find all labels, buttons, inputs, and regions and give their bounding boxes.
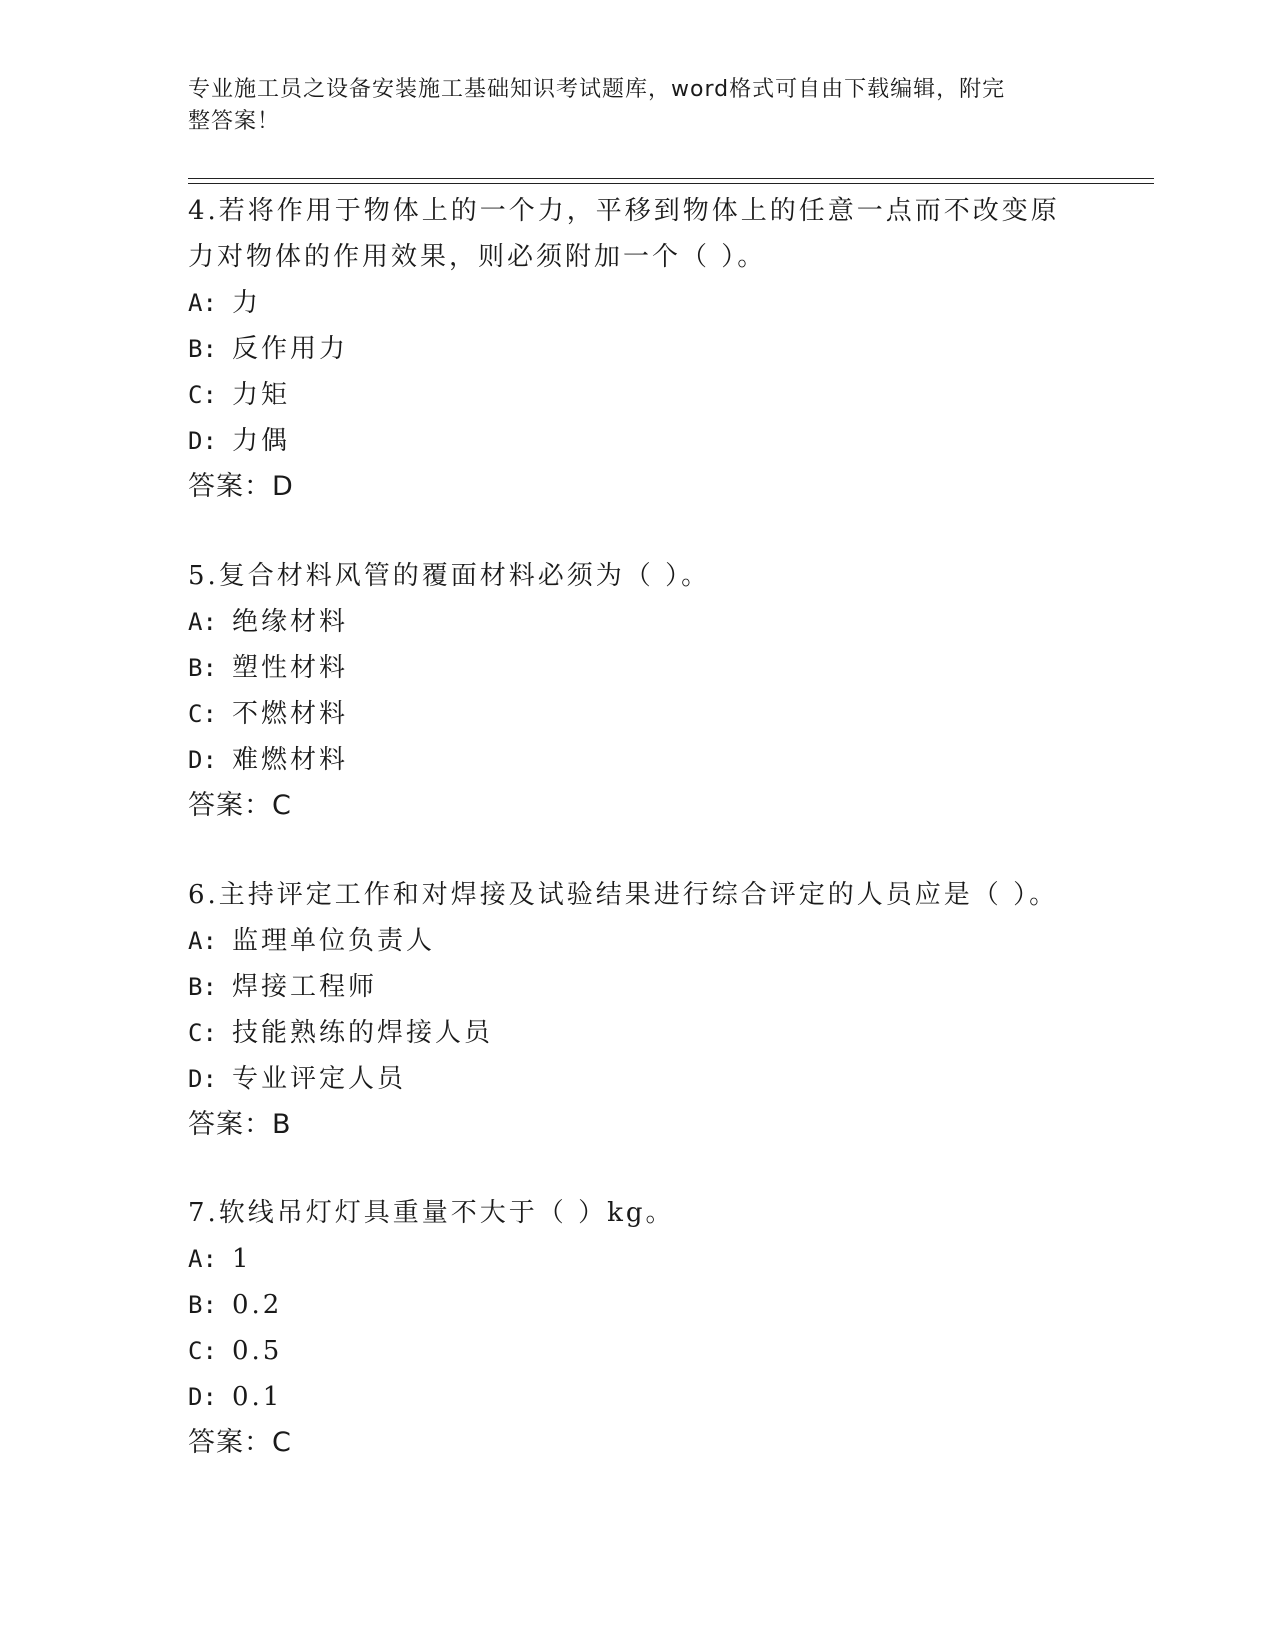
option-text: 不燃材料 — [232, 699, 349, 729]
option-text: 1 — [232, 1244, 252, 1274]
option-d — [188, 1374, 1088, 1420]
option-letter: B: — [188, 1291, 217, 1319]
option-b — [188, 326, 1088, 372]
option-c — [188, 691, 1088, 737]
question-5 — [188, 553, 1088, 829]
question-stem-line: 5.复合材料风管的覆面材料必须为（ ）。 — [188, 561, 711, 591]
option-letter: C: — [188, 381, 217, 409]
question-stem-line: 7.软线吊灯灯具重量不大于（ ）kg。 — [188, 1198, 675, 1228]
option-text: 力偶 — [232, 426, 291, 456]
option-a — [188, 280, 1088, 326]
question-stem — [188, 1190, 1088, 1236]
option-letter: A: — [188, 608, 217, 636]
question-stem-line: 4.若将作用于物体上的一个力，平移到物体上的任意一点而不改变原 — [188, 196, 1060, 226]
option-text: 0.1 — [232, 1382, 283, 1412]
option-letter: D: — [188, 427, 217, 455]
question-stem — [188, 188, 1088, 280]
option-letter: D: — [188, 1065, 217, 1093]
header-divider-top — [188, 178, 1154, 179]
option-b — [188, 964, 1088, 1010]
option-letter: B: — [188, 654, 217, 682]
question-6 — [188, 872, 1088, 1148]
option-text: 0.5 — [232, 1336, 283, 1366]
option-text: 反作用力 — [232, 334, 349, 364]
option-letter: A: — [188, 289, 217, 317]
option-text: 力 — [232, 288, 262, 318]
option-a — [188, 599, 1088, 645]
option-text: 技能熟练的焊接人员 — [232, 1018, 494, 1048]
option-text: 焊接工程师 — [232, 972, 378, 1002]
answer-line: 答案：C — [188, 790, 292, 821]
header-line-1: 专业施工员之设备安装施工基础知识考试题库，word格式可自由下载编辑，附完 — [188, 77, 1006, 102]
question-4 — [188, 188, 1088, 510]
document-header — [188, 74, 1068, 138]
header-line-2: 整答案！ — [188, 109, 281, 134]
option-letter: D: — [188, 1383, 217, 1411]
option-letter: A: — [188, 1245, 217, 1273]
option-text: 绝缘材料 — [232, 607, 349, 637]
option-text: 监理单位负责人 — [232, 926, 436, 956]
option-letter: C: — [188, 1337, 217, 1365]
option-d — [188, 1056, 1088, 1102]
question-stem — [188, 553, 1088, 599]
question-7 — [188, 1190, 1088, 1466]
option-letter: C: — [188, 1019, 217, 1047]
option-text: 力矩 — [232, 380, 291, 410]
option-b — [188, 645, 1088, 691]
option-letter: A: — [188, 927, 217, 955]
option-letter: C: — [188, 700, 217, 728]
option-d — [188, 737, 1088, 783]
answer-line: 答案：B — [188, 1109, 292, 1140]
option-d — [188, 418, 1088, 464]
option-text: 难燃材料 — [232, 745, 349, 775]
option-text: 塑性材料 — [232, 653, 349, 683]
question-stem — [188, 872, 1088, 918]
option-a — [188, 1236, 1088, 1282]
answer-line: 答案：C — [188, 1427, 292, 1458]
option-c — [188, 1328, 1088, 1374]
answer-line: 答案：D — [188, 471, 294, 502]
option-letter: B: — [188, 973, 217, 1001]
option-c — [188, 1010, 1088, 1056]
option-b — [188, 1282, 1088, 1328]
option-text: 专业评定人员 — [232, 1064, 407, 1094]
option-letter: D: — [188, 746, 217, 774]
option-c — [188, 372, 1088, 418]
option-text: 0.2 — [232, 1290, 283, 1320]
header-divider-bottom — [188, 183, 1154, 184]
question-stem-line: 力对物体的作用效果，则必须附加一个（ ）。 — [188, 242, 767, 272]
question-stem-line: 6.主持评定工作和对焊接及试验结果进行综合评定的人员应是（ ）。 — [188, 880, 1059, 910]
option-letter: B: — [188, 335, 217, 363]
option-a — [188, 918, 1088, 964]
